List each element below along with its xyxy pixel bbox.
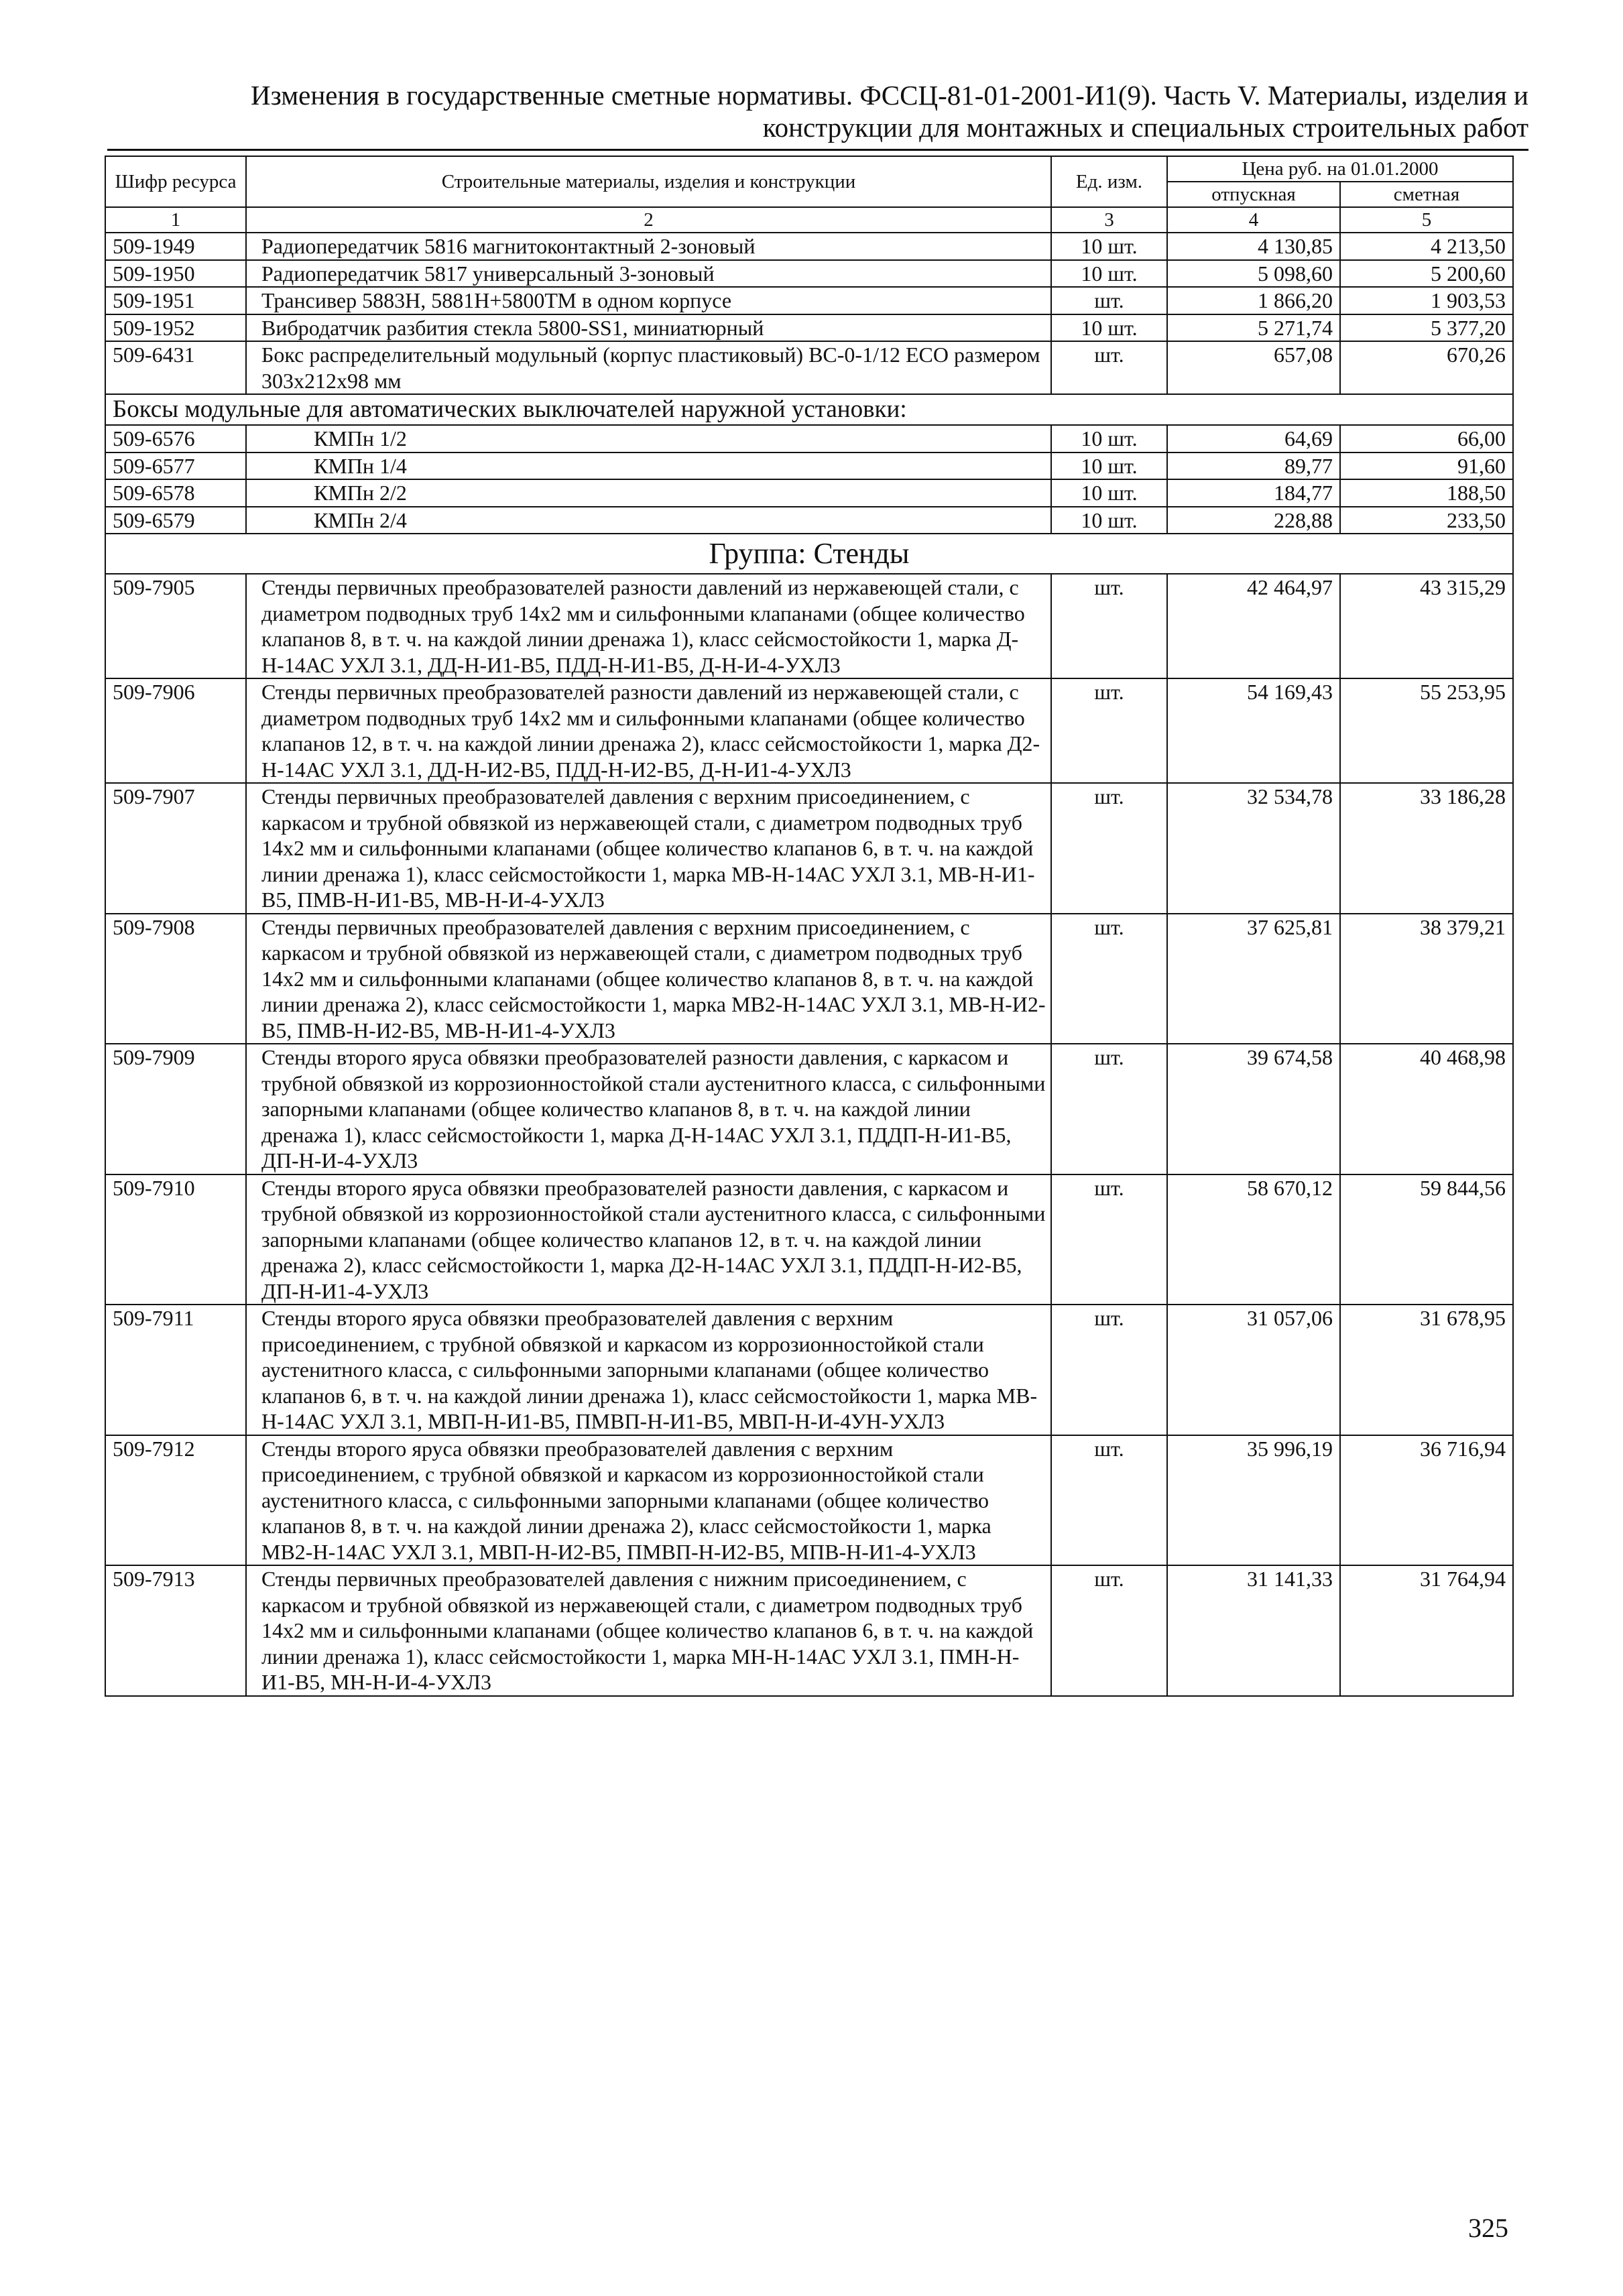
- release-price: 228,88: [1167, 507, 1340, 534]
- table-row: [105, 1174, 1513, 1305]
- unit-cell: 10 шт.: [1051, 260, 1167, 288]
- group-row-stands: [105, 534, 1513, 574]
- release-price: 1 866,20: [1167, 287, 1340, 314]
- resource-name: Вибродатчик разбития стекла 5800-SS1, миниатюрный: [246, 314, 1051, 342]
- unit-cell: шт.: [1051, 1435, 1167, 1566]
- estimate-price: 38 379,21: [1340, 914, 1513, 1044]
- unit-cell: шт.: [1051, 1044, 1167, 1174]
- release-price: 58 670,12: [1167, 1174, 1340, 1305]
- resource-name: Стенды первичных преобразователей разности давлений из нержавеющей стали, с диаметром подводных труб 14х2 мм и сильфонными клапанами (общее количество клапанов 8, в т. ч. на каждой линии дренажа 1), класс сейсмостойкости 1, марка Д-Н-14АС УХЛ 3.1, ДД-Н-И1-В5, ПДД-Н-И1-В5, Д-Н-И-4-УХЛ3: [246, 574, 1051, 678]
- estimate-price: 36 716,94: [1340, 1435, 1513, 1566]
- estimate-price: 91,60: [1340, 452, 1513, 480]
- resource-code: 509-6578: [105, 479, 246, 507]
- table-body-c: [105, 574, 1513, 1696]
- resource-code: 509-7909: [105, 1044, 246, 1174]
- unit-cell: шт.: [1051, 1565, 1167, 1696]
- release-price: 657,08: [1167, 341, 1340, 394]
- table-row: [105, 1044, 1513, 1174]
- page-number: 325: [1468, 2213, 1508, 2243]
- unit-cell: шт.: [1051, 1174, 1167, 1305]
- section-title: Боксы модульные для автоматических выключателей наружной установки:: [105, 394, 1513, 425]
- header-rule: [107, 149, 1528, 151]
- estimate-price: 188,50: [1340, 479, 1513, 507]
- resource-code: 509-6431: [105, 341, 246, 394]
- table-body-b: [105, 425, 1513, 534]
- table-row: [105, 341, 1513, 394]
- release-price: 32 534,78: [1167, 783, 1340, 914]
- resource-code: 509-6576: [105, 425, 246, 452]
- section-row-boxes: [105, 394, 1513, 425]
- table-row: [105, 233, 1513, 260]
- resource-name: Стенды первичных преобразователей давления с верхним присоединением, с каркасом и трубной обвязкой из нержавеющей стали, с диаметром подводных труб 14х2 мм и сильфонными клапанами (общее количество клапанов 6, в т. ч. на каждой линии дренажа 1), класс сейсмостойкости 1, марка МВ-Н-14АС УХЛ 3.1, МВ-Н-И1-В5, ПМВ-Н-И1-В5, МВ-Н-И-4-УХЛ3: [246, 783, 1051, 914]
- release-price: 5 098,60: [1167, 260, 1340, 288]
- resource-name: Стенды второго яруса обвязки преобразователей давления с верхним присоединением, с трубной обвязкой и каркасом из коррозионностойкой стали аустенитного класса, с сильфонными запорными клапанами (общее количество клапанов 8, в т. ч. на каждой линии дренажа 2), класс сейсмостойкости 1, марка МВ2-Н-14АС УХЛ 3.1, МВП-Н-И2-В5, ПМВП-Н-И2-В5, МПВ-Н-И1-4-УХЛ3: [246, 1435, 1051, 1566]
- column-header-estimate: сметная: [1340, 182, 1513, 207]
- column-header-code: Шифр ресурса: [105, 156, 246, 207]
- page-header: [107, 79, 1528, 143]
- resource-code: 509-1951: [105, 287, 246, 314]
- release-price: 184,77: [1167, 479, 1340, 507]
- column-number: 2: [246, 207, 1051, 233]
- resource-code: 509-7907: [105, 783, 246, 914]
- estimate-price: 33 186,28: [1340, 783, 1513, 914]
- table-row: [105, 678, 1513, 783]
- resource-name: Стенды второго яруса обвязки преобразователей разности давления, с каркасом и трубной обвязкой из коррозионностойкой стали аустенитного класса, с сильфонными запорными клапанами (общее количество клапанов 12, в т. ч. на каждой линии дренажа 2), класс сейсмостойкости 1, марка Д2-Н-14АС УХЛ 3.1, ПДДП-Н-И2-В5, ДП-Н-И1-4-УХЛ3: [246, 1174, 1051, 1305]
- estimate-price: 670,26: [1340, 341, 1513, 394]
- column-header-name: Строительные материалы, изделия и конструкции: [246, 156, 1051, 207]
- release-price: 42 464,97: [1167, 574, 1340, 678]
- unit-cell: 10 шт.: [1051, 425, 1167, 452]
- table-row: [105, 1565, 1513, 1696]
- resource-code: 509-6577: [105, 452, 246, 480]
- table-row: [105, 507, 1513, 534]
- release-price: 31 141,33: [1167, 1565, 1340, 1696]
- column-number: 5: [1340, 207, 1513, 233]
- resource-code: 509-7910: [105, 1174, 246, 1305]
- unit-cell: шт.: [1051, 1305, 1167, 1435]
- estimate-price: 233,50: [1340, 507, 1513, 534]
- unit-cell: 10 шт.: [1051, 507, 1167, 534]
- release-price: 37 625,81: [1167, 914, 1340, 1044]
- table-row: [105, 452, 1513, 480]
- estimate-price: 31 764,94: [1340, 1565, 1513, 1696]
- release-price: 5 271,74: [1167, 314, 1340, 342]
- table-row: [105, 425, 1513, 452]
- unit-cell: шт.: [1051, 574, 1167, 678]
- resource-name: КМПн 2/2: [246, 479, 1051, 507]
- table-row: [105, 314, 1513, 342]
- resource-code: 509-7906: [105, 678, 246, 783]
- resource-code: 509-6579: [105, 507, 246, 534]
- resource-name: Радиопередатчик 5816 магнитоконтактный 2-зоновый: [246, 233, 1051, 260]
- resource-name: Стенды первичных преобразователей давления с верхним присоединением, с каркасом и трубной обвязкой из нержавеющей стали, с диаметром подводных труб 14х2 мм и сильфонными клапанами (общее количество клапанов 8, в т. ч. на каждой линии дренажа 2), класс сейсмостойкости 1, марка МВ2-Н-14АС УХЛ 3.1, МВ-Н-И2-В5, ПМВ-Н-И2-В5, МВ-Н-И1-4-УХЛ3: [246, 914, 1051, 1044]
- resource-name: Трансивер 5883Н, 5881Н+5800ТМ в одном корпусе: [246, 287, 1051, 314]
- resource-name: Радиопередатчик 5817 универсальный 3-зоновый: [246, 260, 1051, 288]
- table-head: [105, 156, 1513, 233]
- resource-code: 509-7912: [105, 1435, 246, 1566]
- header-line-2: конструкции для монтажных и специальных строительных работ: [762, 112, 1528, 143]
- column-number: 4: [1167, 207, 1340, 233]
- resource-code: 509-1952: [105, 314, 246, 342]
- table-row: [105, 287, 1513, 314]
- unit-cell: шт.: [1051, 678, 1167, 783]
- resource-code: 509-1950: [105, 260, 246, 288]
- column-header-price: Цена руб. на 01.01.2000: [1167, 156, 1513, 182]
- estimate-price: 1 903,53: [1340, 287, 1513, 314]
- estimate-price: 5 200,60: [1340, 260, 1513, 288]
- resource-name: Стенды второго яруса обвязки преобразователей давления с верхним присоединением, с трубной обвязкой и каркасом из коррозионностойкой стали аустенитного класса, с сильфонными запорными клапанами (общее количество клапанов 6, в т. ч. на каждой линии дренажа 1), класс сейсмостойкости 1, марка МВ-Н-14АС УХЛ 3.1, МВП-Н-И1-В5, ПМВП-Н-И1-В5, МВП-Н-И-4УН-УХЛ3: [246, 1305, 1051, 1435]
- header-line-1: Изменения в государственные сметные нормативы. ФССЦ-81-01-2001-И1(9). Часть V. Материалы, изделия и: [250, 80, 1528, 111]
- release-price: 89,77: [1167, 452, 1340, 480]
- column-number: 3: [1051, 207, 1167, 233]
- release-price: 54 169,43: [1167, 678, 1340, 783]
- unit-cell: шт.: [1051, 914, 1167, 1044]
- resource-name: Стенды первичных преобразователей давления с нижним присоединением, с каркасом и трубной обвязкой из нержавеющей стали, с диаметром подводных труб 14х2 мм и сильфонными клапанами (общее количество клапанов 6, в т. ч. на каждой линии дренажа 1), класс сейсмостойкости 1, марка МН-Н-14АС УХЛ 3.1, ПМН-Н-И1-В5, МН-Н-И-4-УХЛ3: [246, 1565, 1051, 1696]
- column-header-unit: Ед. изм.: [1051, 156, 1167, 207]
- price-table: [105, 156, 1514, 1697]
- unit-cell: 10 шт.: [1051, 479, 1167, 507]
- estimate-price: 55 253,95: [1340, 678, 1513, 783]
- table-body-a: [105, 233, 1513, 394]
- resource-name: Стенды первичных преобразователей разности давлений из нержавеющей стали, с диаметром подводных труб 14х2 мм и сильфонными клапанами (общее количество клапанов 12, в т. ч. на каждой линии дренажа 2), класс сейсмостойкости 1, марка Д2-Н-14АС УХЛ 3.1, ДД-Н-И2-В5, ПДД-Н-И2-В5, Д-Н-И1-4-УХЛ3: [246, 678, 1051, 783]
- estimate-price: 59 844,56: [1340, 1174, 1513, 1305]
- estimate-price: 4 213,50: [1340, 233, 1513, 260]
- column-number-row: [105, 207, 1513, 233]
- estimate-price: 43 315,29: [1340, 574, 1513, 678]
- resource-code: 509-1949: [105, 233, 246, 260]
- table-row: [105, 914, 1513, 1044]
- table-row: [105, 260, 1513, 288]
- unit-cell: 10 шт.: [1051, 452, 1167, 480]
- table-row: [105, 574, 1513, 678]
- column-header-release: отпускная: [1167, 182, 1340, 207]
- column-number: 1: [105, 207, 246, 233]
- unit-cell: шт.: [1051, 783, 1167, 914]
- unit-cell: шт.: [1051, 287, 1167, 314]
- resource-code: 509-7908: [105, 914, 246, 1044]
- resource-name: КМПн 1/2: [246, 425, 1051, 452]
- resource-name: КМПн 2/4: [246, 507, 1051, 534]
- release-price: 39 674,58: [1167, 1044, 1340, 1174]
- resource-code: 509-7913: [105, 1565, 246, 1696]
- resource-name: Стенды второго яруса обвязки преобразователей разности давления, с каркасом и трубной обвязкой из коррозионностойкой стали аустенитного класса, с сильфонными запорными клапанами (общее количество клапанов 8, в т. ч. на каждой линии дренажа 1), класс сейсмостойкости 1, марка Д-Н-14АС УХЛ 3.1, ПДДП-Н-И1-В5, ДП-Н-И-4-УХЛ3: [246, 1044, 1051, 1174]
- resource-name: Бокс распределительный модульный (корпус пластиковый) ВС-0-1/12 ЕСО размером 303х212х98 мм: [246, 341, 1051, 394]
- group-title: Группа: Стенды: [105, 534, 1513, 574]
- unit-cell: 10 шт.: [1051, 233, 1167, 260]
- table-row: [105, 1435, 1513, 1566]
- unit-cell: 10 шт.: [1051, 314, 1167, 342]
- table-row: [105, 1305, 1513, 1435]
- unit-cell: шт.: [1051, 341, 1167, 394]
- resource-name: КМПн 1/4: [246, 452, 1051, 480]
- table-row: [105, 479, 1513, 507]
- estimate-price: 40 468,98: [1340, 1044, 1513, 1174]
- resource-code: 509-7905: [105, 574, 246, 678]
- estimate-price: 5 377,20: [1340, 314, 1513, 342]
- estimate-price: 31 678,95: [1340, 1305, 1513, 1435]
- release-price: 4 130,85: [1167, 233, 1340, 260]
- table-row: [105, 783, 1513, 914]
- resource-code: 509-7911: [105, 1305, 246, 1435]
- estimate-price: 66,00: [1340, 425, 1513, 452]
- release-price: 35 996,19: [1167, 1435, 1340, 1566]
- release-price: 64,69: [1167, 425, 1340, 452]
- release-price: 31 057,06: [1167, 1305, 1340, 1435]
